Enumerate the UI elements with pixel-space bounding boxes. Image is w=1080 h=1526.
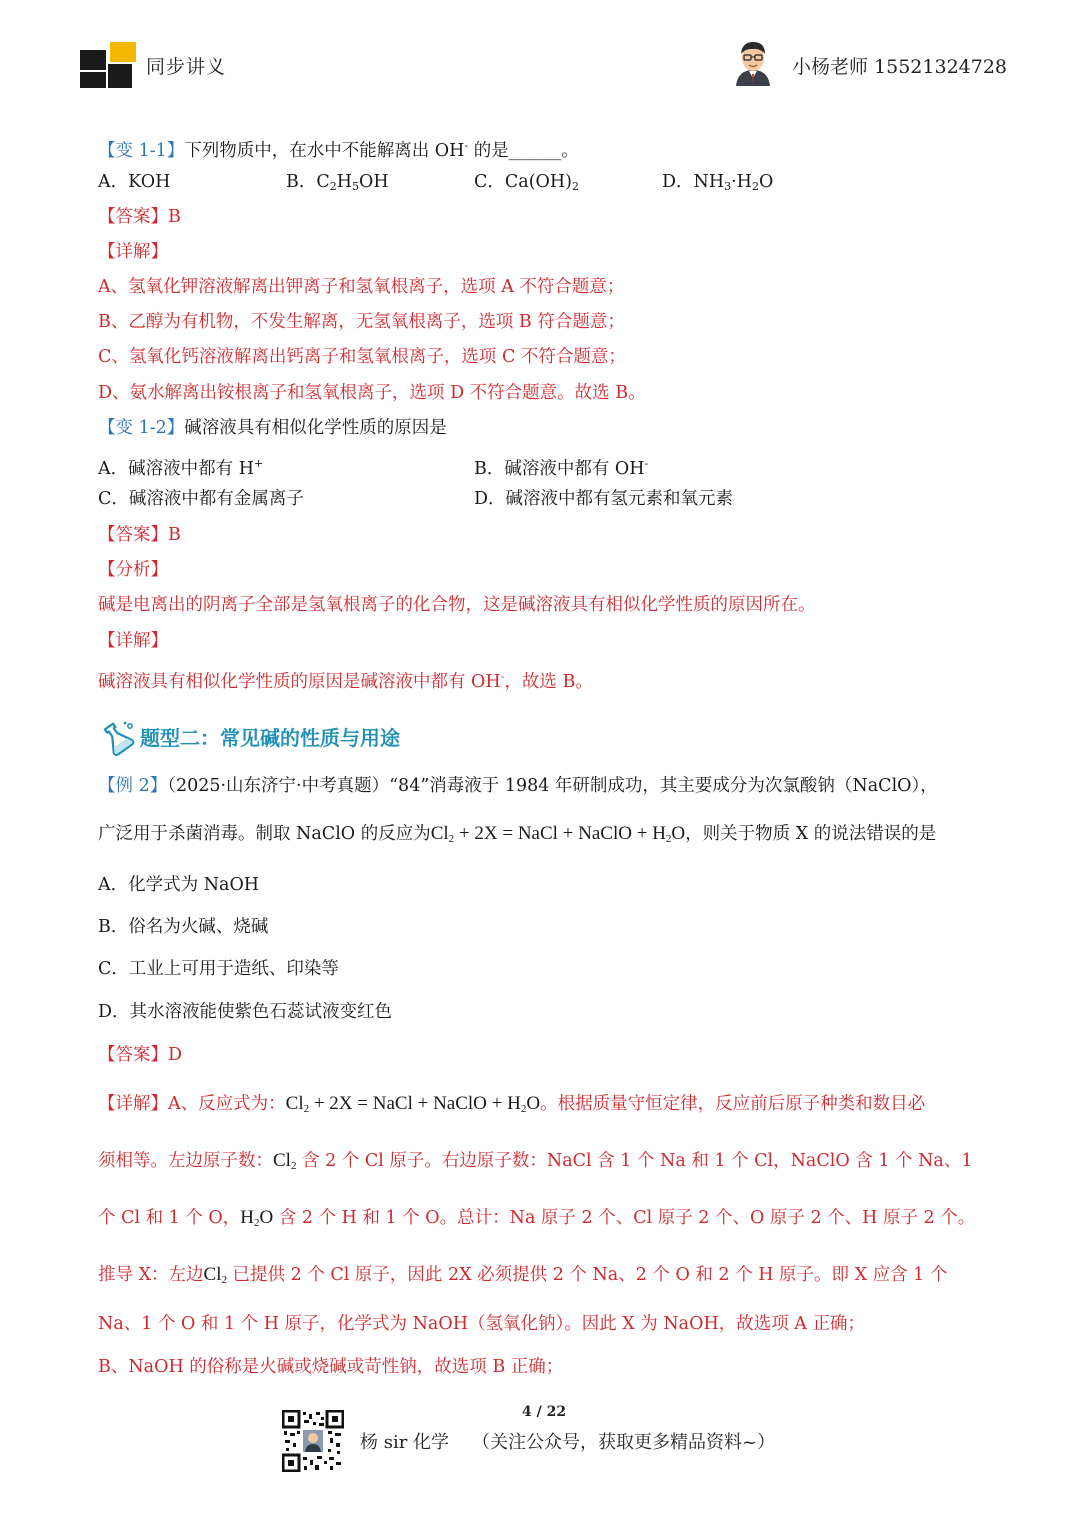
answer-line: 【答案】B — [98, 207, 181, 227]
page-number: 4 / 22 — [522, 1404, 567, 1420]
detail-line: 推导 X：左边$Cl_2$ 已提供 2 个 Cl 原子，因此 2X 必须提供 2 个 Na、2 个 O 和 2 个 H 原子。即 X 应含 1 个 — [98, 1264, 948, 1286]
option-b: B．俗名为火碱、烧碱 — [98, 917, 269, 937]
option-c: C．碱溶液中都有金属离子 — [98, 489, 304, 509]
header-contact: 小杨老师 15521324728 — [792, 56, 1008, 78]
header-title: 同步讲义 — [146, 56, 227, 78]
option-b: B．$C_2H_5OH$ — [286, 172, 389, 193]
option-a: A．化学式为 NaOH — [98, 875, 260, 895]
option-a: A．碱溶液中都有 H+ — [98, 457, 264, 479]
detail-line: B、NaOH 的俗称是火碱或烧碱或苛性钠，故选项 B 正确； — [98, 1357, 564, 1377]
page-header — [0, 0, 1080, 110]
option-a: A．KOH — [98, 172, 171, 192]
question-1-1-stem: 【变 1-1】下列物质中，在水中不能解离出 OH- 的是______。 — [98, 139, 579, 161]
answer-line: 【答案】D — [98, 1045, 183, 1065]
detail-tag: 【详解】 — [98, 242, 168, 262]
page-footer — [0, 1400, 1080, 1526]
flask-icon — [98, 720, 136, 756]
option-d: D．$NH_3\cdot H_2O$ — [662, 172, 774, 193]
example-2-stem-2: 广泛用于杀菌消毒。制取 NaClO 的反应为$Cl_2 + 2X$ = NaCl + NaClO + $H_2O$，则关于物质 X 的说法错误的是 — [98, 823, 937, 845]
detail-line: A、氢氧化钾溶液解离出钾离子和氢氧根离子，选项 A 不符合题意； — [98, 277, 625, 297]
option-b: B．碱溶液中都有 OH- — [474, 457, 649, 479]
detail-line: Na、1 个 O 和 1 个 H 原子，化学式为 NaOH（氢氧化钠）。因此 X 为 NaOH，故选项 A 正确； — [98, 1314, 865, 1334]
section-title-text: 题型二：常见碱的性质与用途 — [140, 726, 400, 750]
detail-tag: 【详解】 — [98, 631, 168, 651]
option-c: C．$Ca(OH)_2$ — [474, 172, 579, 193]
detail-line: 【详解】A、反应式为：$Cl_2 + 2X$ = NaCl + NaClO + $H_2O$。根据质量守恒定律，反应前后原子种类和数目必 — [98, 1093, 926, 1115]
question-1-2-stem: 【变 1-2】碱溶液具有相似化学性质的原因是 — [98, 418, 447, 438]
logo-icon — [80, 42, 136, 88]
option-d: D．其水溶液能使紫色石蕊试液变红色 — [98, 1002, 393, 1022]
option-d: D．碱溶液中都有氢元素和氧元素 — [474, 489, 734, 509]
detail-line: 须相等。左边原子数：$Cl_2$ 含 2 个 Cl 原子。右边原子数：NaCl 含 1 个 Na 和 1 个 Cl，NaClO 含 1 个 Na、1 — [98, 1150, 973, 1172]
teacher-avatar-icon — [732, 38, 774, 86]
question-tag: 【变 1-1】 — [98, 141, 185, 161]
answer-line: 【答案】B — [98, 525, 181, 545]
analysis-tag: 【分析】 — [98, 560, 168, 580]
footer-account-name: 杨 sir 化学 — [360, 1432, 450, 1453]
footer-note: （关注公众号，获取更多精品资料~） — [472, 1432, 776, 1453]
example-2-stem-1: 【例 2】（2025·山东济宁·中考真题）“84”消毒液于 1984 年研制成功，其主要成分为次氯酸钠（NaClO）， — [98, 776, 938, 796]
detail-line: D、氨水解离出铵根离子和氢氧根离子，选项 D 不符合题意。故选 B。 — [98, 383, 646, 403]
analysis-text: 碱是电离出的阴离子全部是氢氧根离子的化合物，这是碱溶液具有相似化学性质的原因所在。 — [98, 595, 816, 615]
option-c: C．工业上可用于造纸、印染等 — [98, 959, 339, 979]
detail-line: 碱溶液具有相似化学性质的原因是碱溶液中都有 OH-，故选 B。 — [98, 670, 593, 692]
qr-code-icon — [282, 1410, 344, 1472]
detail-line: 个 Cl 和 1 个 O，$H_2O$ 含 2 个 H 和 1 个 O。总计：Na 原子 2 个、Cl 原子 2 个、O 原子 2 个、H 原子 2 个。 — [98, 1207, 976, 1229]
detail-line: B、乙醇为有机物，不发生解离，无氢氧根离子，选项 B 符合题意； — [98, 312, 625, 332]
detail-line: C、氢氧化钙溶液解离出钙离子和氢氧根离子，选项 C 不符合题意； — [98, 347, 626, 367]
